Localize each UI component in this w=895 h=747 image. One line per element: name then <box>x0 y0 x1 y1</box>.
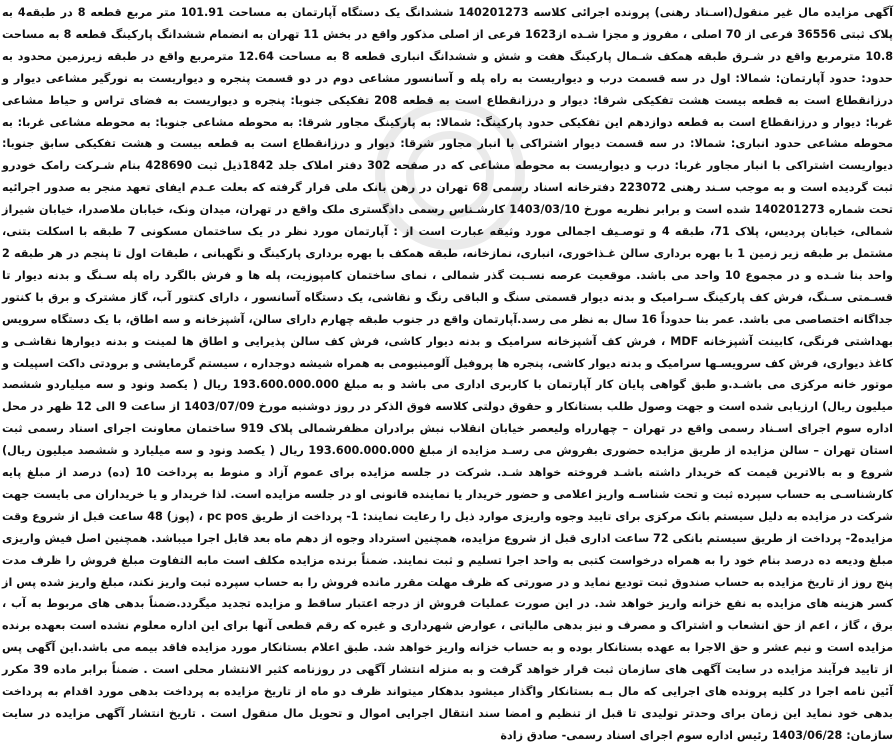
auction-notice-text <box>2 2 894 742</box>
notice-body: آگهی مزایده مال غیر منقول(اسـناد رهنی) پرونده اجرائی کلاسه 140201273 ششدانگ یک دستگاه آپارتمان به مساحت 101.91 متر مربع قطعه 8 در طبقه4 به پلاک ثبتی 36556 فرعی از 70 اصلی ، مفروز و مجزا شـده از1623 فرعی از اصلی مذکور واقع در بخش 11 تهران به انضمام ششدانگ پارکینگ قطعه 8 به مساحت 10.8 مترمربع واقع در شـرق طبقه همکف شـمال پارکینگ هفت و شش و ششدانگ انباری قطعه 8 به مساحت 12.64 مترمربع واقع در طبقه زیرزمین محدود به حدود: حدود آپارتمان: شمالا: اول در سه قسمت درب و دیواریست به راه پله و آسانسور مشاعی دوم در دو قسمت پنجره و دیواریست به نورگیر مشاعی دیوار و درزانقطاع است به قطعه بیست هشت تفکیکی شرقا: دیوار و درزانقطاع است به قطعه 208 تفکیکی جنوبا: پنجره و دیواریست به فضای تراس و حیاط مشاعی غربا: دیوار و درزانقطاع است به قطعه دوازدهم این تفکیکی حدود پارکینگ: شمالا: به پارکینگ مجاور شرقا: به محوطه مشاعی جنوبا: به محوطه مشاعی غربا: به محوطه مشاعی حدود انباری: شمالا: در سه قسمت دیوار اشتراکی با انبار مجاور شرقا: دیوار و درزانقطاع است به قطعه بیست و هشت تفکیکی سابق جنوبا: دیواریست اشتراکی با انبار مجاور غربا: درب و دیواریست به محوطه مشاعی که در صفحه 302 دفتر املاک جلد 1842ذیل ثبت 428690 بنام شـرکت رامک خودرو ثبت گردیده است و به موجب سـند رهنی 223072 دفترخانه اسناد رسمی 68 تهران در رهن بانک ملی قرار گرفته که بعلت عـدم ایفای تعهد منجر به صدور اجرائیه تحت شماره 140201273 شده است و برابر نظریه مورخ 1403/03/10 کارشـناس رسمی دادگستری ملک واقع در تهران، میدان ونک، خیابان ملاصدرا، خیابان شیراز شمالی، خیابان پردیس، پلاک 71، طبقه 4 و توصـیف اجمالی مورد وثیقه عبارت است از : آپارتمان مورد نظر در یک ساختمان مسکونی 7 طبقه با اسکلت بتنی، مشتمل بر طبقه زیر زمین 1 با بهره برداری سالن غـذاخوری، انباری، نمازخانه، طبقه همکف با بهره برداری پارکینگ و نگهبانی ، طبقات اول تا پنجم در هر طبقه 2 واحد بنا شـده و در مجموع 10 واحد می باشد. موقعیت عرصه نسـبت گذر شمالی ، نمای ساختمان کامپوزیت، پله ها و فرش بالگرد راه پله سـنگ و بدنه دیوار تا قسـمتی سـنگ، فرش کف پارکینگ سـرامیک و بدنه دیوار قسمتی سنگ و الباقی رنگ و نقاشی، یک دستگاه آسانسور ، دارای کنتور آب، گاز مشترک و برق با کنتور جداگانه اختصاصی می باشد. عمر بنا حدوداً 16 سال به نظر می رسد.آپارتمان واقع در جنوب طبقه چهارم دارای سالن، آشپزخانه و سه اطاق، با یک دستگاه سرویس بهداشتی فرنگی، کابینت آشپزخانه MDF ، فرش کف آشپزخانه سرامیک و بدنه دیوار کاشی، فرش کف سالن پذیرایی و اطاق ها لمینت و بدنه دیوارها نقاشـی و کاغذ دیواری، فرش کف سرویسـها سرامیک و بدنه دیوار کاشی، پنجره ها پروفیل آلومینیومی به همراه شیشه دوجداره ، سیستم گرمایشی و برودتی داکت اسپیلت و موتور خانه مرکزی می باشـد.و طبق گواهی پایان کار آپارتمان با کاربری اداری می باشد و به مبلغ 193.600.000.000 ریال ( یکصد ونود و سه میلیاردو ششصد میلیون ریال) ارزیابی شده است و جهت وصول طلب بستانکار و حقوق دولتی کلاسه فوق الذکر در روز دوشنبه مورخ 1403/07/09 از ساعت 9 الی 12 ظهر در محل اداره سوم اجرای اسـناد رسمی واقع در تهران – چهارراه ولیعصر خیابان انقلاب نبش برادران مظفرشمالی پلاک 919 ساختمان معاونت اجرای اسناد رسمی ثبت استان تهران – سالن مزایده از طریق مزایده حضوری بفروش می رسـد مزایده از مبلغ 193.600.000.000 ریال ( یکصد ونود و سه میلیارد و ششصد میلیون ریال) شروع و به بالاترین قیمت که خریدار داشته باشـد فروخته خواهد شـد. شرکت در جلسه مزایده برای عموم آزاد و منوط به پرداخت 10 (ده) درصد از مبلغ پایه کارشناسـی به حساب سپرده ثبت و تحت شناسـه واریز اعلامی و حضور خریدار یا نماینده قانونی او در جلسه مزایده است. لذا خریدار و یا خریداران می بایست جهت شرکت در مزایده به دلیل سیستم بانک مرکزی برای تایید وجوه واریزی موارد ذیل را رعایت نمایند: 1- پرداخت از طریق pc pos ، (پوز) 48 ساعت قبل از شروع وقت مزایده2- پرداخت از طریق سیستم بانکی 72 ساعت اداری قبل از شروع مزایده، همچنین استرداد وجوه از دهم ماه بعد قابل اجرا میباشد. همچنین اصل فیش واریزی مبلغ ودیعه ده درصد بنام خود را به همراه درخواست کتبی به واحد اجرا تسلیم و ثبت نمایند. ضمناً برنده مزایده مکلف است مابه التفاوت مبلغ فروش را ظرف مدت پنج روز از تاریخ مزایده به حساب صندوق ثبت تودیع نماید و در صورتی که ظرف مهلت مقرر مانده فروش را به حساب سپرده ثبت واریز نکند، مبلغ واریز شده پس از کسر هزینه های مزایده به نفع خزانه واریز خواهد شد. در این صورت عملیات فروش از درجه اعتبار ساقط و مزایده تجدید میگردد.ضمناً بدهی های مربوط به آب ، برق ، گاز ، اعم از حق انشعاب و اشتراک و مصرف و نیز بدهی مالیاتی ، عوارض شهرداری و غیره که رقم قطعی آنها برای این اداره معلوم نشده است بعهده برنده مزایده است و نیم عشر و حق الاجرا به عهده بستانکار بوده و به حساب خزانه واریز خواهد شد. طبق اعلام بستانکار مورد مزایده فاقد بیمه می باشد.این آگهی پس از تایید فرآیند مزایده در سایت آگهی های سازمان ثبت قرار خواهد گرفت و به منزله انتشار آگهی در روزنامه کثیر الانتشار محلی است . ضمناً برابر ماده 39 مکرر آئین نامه اجرا در کلیه پرونده های اجرایی که مال بـه بستانکار واگذار میشود بدهکار میتواند ظرف دو ماه از تاریخ مزایده به پرداخت بدهی مورد اقدام به پرداخت بدهی خود نماید این زمان برای وحدتر تولیدی تا قبل از تنظیم و امضا سند انتقال اجرایی اموال و تحویل مال منقول است . تاریخ انتشار آگهی مزایده در سایت سازمان: 1403/06/28 رئیس اداره سوم اجرای اسناد رسمی- صادق زادة <box>2 6 894 742</box>
